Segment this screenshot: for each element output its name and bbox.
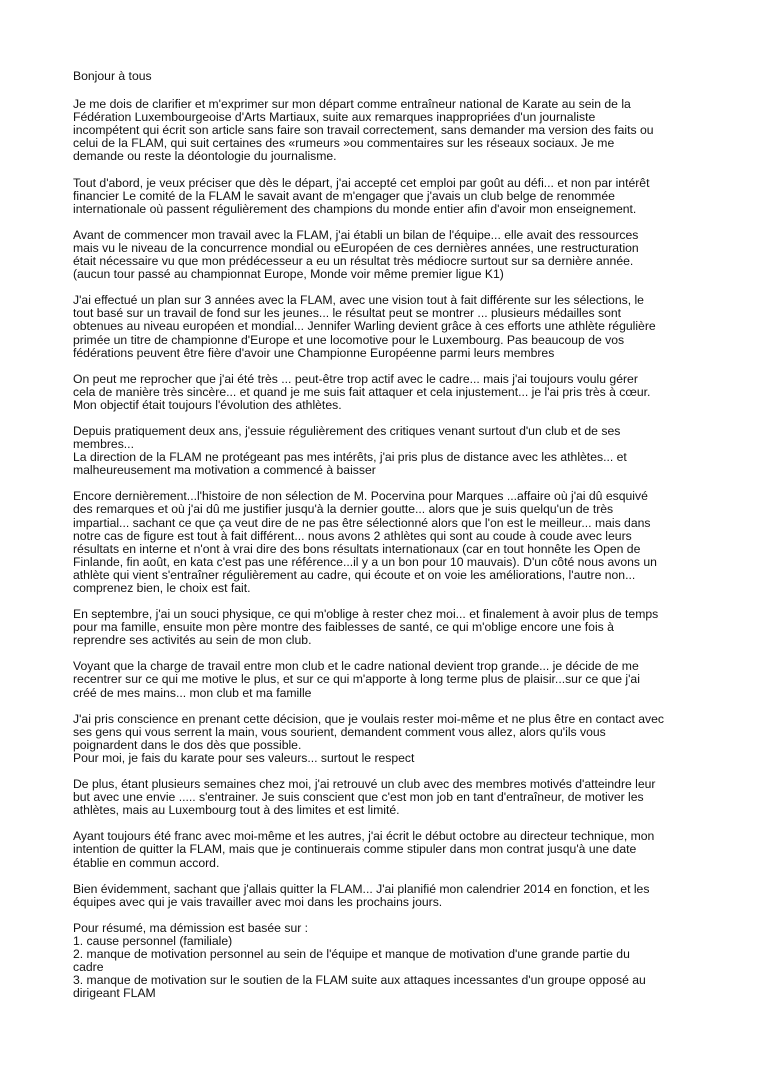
text-line: tout basé sur un travail de fond sur les jeunes... le résultat peut se montrer ... plusieurs médailles sont — [73, 306, 622, 321]
text-line: des remarques et où j'ai dû me justifier jusqu'à la dernier goutte... alors que je suis quelqu'un de très — [73, 502, 614, 517]
text-line: financier Le comité de la FLAM le savait avant de m'engager que j'avais un club belge de renommée — [73, 188, 615, 203]
text-line: était nécessaire vu que mon prédécesseur a eu un résultat très médiocre surtout sur sa dernière année. — [73, 254, 634, 269]
greeting — [73, 70, 698, 83]
document-page — [73, 70, 698, 1013]
text-line: Ayant toujours été franc avec moi-même et les autres, j'ai écrit le début octobre au directeur technique, mon — [73, 829, 655, 844]
text-line: but avec une envie ..... s'entrainer. Je suis conscient que c'est mon job en tant d'entraîneur, de motiver les — [73, 790, 644, 805]
text-line: membres... — [73, 437, 134, 452]
text-line: 1. cause personnel (familiale) — [73, 933, 233, 948]
paragraph — [73, 883, 698, 909]
text-line: Fédération Luxembourgeoise d'Arts Martiaux, suite aux remarques inappropriées d'un journaliste — [73, 110, 596, 125]
text-line: cela de manière très sincère... et quand je me suis fait attaquer et cela injustement... je l'ai pris très à cœur. — [73, 384, 651, 399]
text-line: recentrer sur ce qui me motive le plus, et sur ce qui m'apporte à long terme plus de plaisir...sur ce que j'ai — [73, 672, 640, 687]
paragraph — [73, 229, 698, 281]
text-line: J'ai pris conscience en prenant cette décision, que je voulais rester moi-même et ne plus être en contact avec — [73, 711, 665, 726]
text-line: comprenez bien, le choix est fait. — [73, 581, 251, 595]
paragraph — [73, 294, 698, 359]
text-line: malheureusement ma motivation a commencé à baisser — [73, 463, 376, 478]
text-line: poignardent dans le dos dès que possible. — [73, 737, 302, 752]
text-line: cadre — [73, 960, 104, 975]
text-line: équipes avec qui je vais travailler avec moi dans les prochains jours. — [73, 894, 443, 909]
text-line: internationale où passent régulièrement des champions du monde entier afin d'avoir mon enseignement. — [73, 201, 637, 216]
text-line: fédérations peuvent être fière d'avoir une Championne Européenne parmi leurs membres — [73, 345, 555, 360]
paragraph — [73, 660, 698, 699]
paragraph — [73, 373, 698, 412]
text-line: créé de mes mains... mon club et ma famille — [73, 685, 312, 700]
text-line: 2. manque de motivation personnel au sein de l'équipe et manque de motivation d'une grande partie du — [73, 946, 630, 961]
text-line: J'ai effectué un plan sur 3 années avec la FLAM, avec une vision tout à fait différente sur les sélections, le — [73, 293, 644, 308]
text-line: établie en commun accord. — [73, 855, 220, 870]
text-line: Pour moi, je fais du karate pour ses valeurs... surtout le respect — [73, 750, 415, 765]
text-line: Encore dernièrement...l'histoire de non sélection de M. Pocervina pour Marques ...affaire où j'ai dû esquivé — [73, 489, 648, 504]
text-line: 3. manque de motivation sur le soutien de la FLAM suite aux attaques incessantes d'un groupe opposé au — [73, 973, 646, 988]
paragraph — [73, 608, 698, 647]
paragraph — [73, 830, 698, 869]
text-line: Je me dois de clarifier et m'exprimer sur mon départ comme entraîneur national de Karate au sein de la — [73, 97, 631, 112]
text-line: primée un titre de championne d'Europe et une locomotive pour le Luxembourg. Pas beaucoup de vos — [73, 332, 625, 347]
text-line: Mon objectif était toujours l'évolution des athlètes. — [73, 397, 342, 412]
text-line: Voyant que la charge de travail entre mon club et le cadre national devient trop grande... je décide de me — [73, 659, 639, 674]
paragraph — [73, 490, 698, 595]
text-line: (aucun tour passé au championnat Europe, Monde voir même premier ligue K1) — [73, 267, 504, 282]
text-line: reprendre ses activités au sein de mon club. — [73, 633, 312, 648]
paragraph — [73, 778, 698, 817]
text-line: obtenues au niveau européen et mondial... Jennifer Warling devient grâce à ces efforts une athlète régulière — [73, 319, 656, 334]
text-line: On peut me reprocher que j'ai été très ... peut-être trop actif avec le cadre... mais j'ai toujours voulu gérer — [73, 371, 638, 386]
text-line: ses gens qui vous serrent la main, vous sourient, demandent comment vous allez, alors qu'ils vous — [73, 724, 606, 739]
text-line: Bien évidemment, sachant que j'allais quitter la FLAM... J'ai planifié mon calendrier 2014 en fonction, et les — [73, 881, 650, 896]
text-line: demande ou reste la déontologie du journalisme. — [73, 149, 337, 164]
paragraph — [73, 713, 698, 765]
text-line: Finlande, fin août, en kata c'est pas une référence...il y a un bon pour 10 mauvais). D'un côté nous avons un — [73, 554, 657, 569]
text-line: Tout d'abord, je veux préciser que dès le départ, j'ai accepté cet emploi par goût au défi... et non par intérêt — [73, 175, 650, 190]
text-line: Pour résumé, ma démission est basée sur : — [73, 920, 309, 935]
text-line: mais vu le niveau de la concurrence mondial ou eEuropéen de ces dernières années, une restructuration — [73, 240, 639, 255]
text-line: athlète qui vient s'entraîner régulièrement au cadre, qui écoute et on voie les améliorations, l'autre non... — [73, 567, 636, 582]
paragraph — [73, 177, 698, 216]
text-line: résultats en interne et n'ont à vrai dire des bons résultats internationaux (car en tout honnête les Open de — [73, 541, 641, 556]
text-line: athlètes, mais au Luxembourg tout à des limites et est limité. — [73, 803, 400, 818]
text-line: impartial... sachant ce que ça veut dire de ne pas être sélectionné alors que l'on est le meilleur... mais dans — [73, 515, 651, 530]
text-line: En septembre, j'ai un souci physique, ce qui m'oblige à rester chez moi... et finalement à avoir plus de temps — [73, 607, 659, 622]
text-line: incompétent qui écrit son article sans faire son travail correctement, sans demander ma version des faits ou — [73, 123, 654, 138]
greeting-line: Bonjour à tous — [73, 69, 152, 83]
text-line: De plus, étant plusieurs semaines chez moi, j'ai retrouvé un club avec des membres motivés d'atteindre leur — [73, 777, 656, 792]
text-line: intention de quitter la FLAM, mais que je continuerais comme stipuler dans mon contrat jusqu'à une date — [73, 842, 637, 857]
paragraph — [73, 922, 698, 1001]
text-line: Depuis pratiquement deux ans, j'essuie régulièrement des critiques venant surtout d'un club et de ses — [73, 423, 621, 438]
text-line: celui de la FLAM, qui suit certaines des «rumeurs »ou commentaires sur les réseaux sociaux. Je me — [73, 136, 615, 151]
letter-body — [73, 98, 698, 1000]
text-line: La direction de la FLAM ne protégeant pas mes intérêts, j'ai pris plus de distance avec les athlètes... et — [73, 450, 627, 465]
paragraph — [73, 98, 698, 163]
text-line: dirigeant FLAM — [73, 986, 156, 1001]
text-line: notre cas de figure est tout à fait différent... nous avons 2 athlètes qui sont au coude à coude avec leurs — [73, 528, 632, 543]
paragraph — [73, 425, 698, 477]
text-line: Avant de commencer mon travail avec la FLAM, j'ai établi un bilan de l'équipe... elle avait des ressources — [73, 227, 639, 242]
text-line: pour ma famille, ensuite mon père montre des faiblesses de santé, ce qui m'oblige encore une fois à — [73, 620, 614, 635]
